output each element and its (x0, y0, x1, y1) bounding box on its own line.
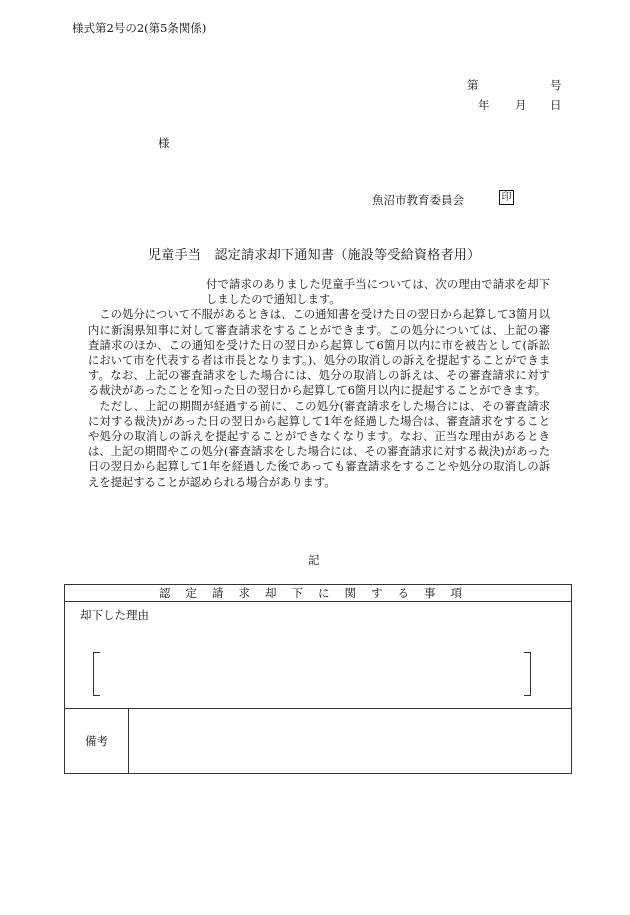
notice-paragraph: 付で請求のありました児童手当については、次の理由で請求を却下しましたので通知します。 (206, 278, 550, 307)
date-month: 月 (515, 98, 527, 112)
rejection-record-table (64, 584, 572, 774)
notice-paragraph: ただし、上記の期間が経過する前に、この処分(審査請求をした場合には、その審査請求に対する裁決)があった日の翌日から起算して1年を経過した場合は、審査請求をすることや処分の取消しの訴えを提起することができなくなります。なお、正当な理由があるときは、上記の期間やこの処分(審査請求をした場合には、その審査請求に対する裁決)があった日の翌日から起算して1年を経過した後であっても審査請求をすることや処分の取消しの訴えを提起することが認められる場合があります。 (88, 399, 550, 489)
document-number-suffix: 号 (550, 78, 562, 92)
addressee-suffix: 様 (158, 136, 170, 150)
document-number-prefix: 第 (467, 78, 479, 92)
remarks-field[interactable] (129, 709, 572, 774)
notice-body (88, 277, 550, 490)
rejection-reason-cell[interactable] (65, 602, 572, 709)
date-year: 年 (478, 98, 490, 112)
ki-heading: 記 (308, 553, 320, 567)
issuer-name: 魚沼市教育委員会 (372, 193, 464, 207)
rejection-reason-label: 却下した理由 (80, 608, 149, 622)
table-header: 認定請求却下に関する事項 (65, 585, 572, 602)
document-title: 児童手当 認定請求却下通知書（施設等受給資格者用） (148, 248, 481, 263)
remarks-label: 備考 (65, 709, 129, 774)
date-day: 日 (550, 98, 562, 112)
form-number: 様式第2号の2(第5条関係) (72, 21, 207, 35)
notice-paragraph: この処分について不服があるときは、この通知書を受けた日の翌日から起算して3箇月以内に新潟県知事に対して審査請求をすることができます。この処分については、上記の審査請求のほか、この通知を受けた日の翌日から起算して6箇月以内に市を被告として(訴訟において市を代表する者は市長となります。)、処分の取消しの訴えを提起することができます。なお、上記の審査請求をした場合には、処分の取消しの訴えは、その審査請求に対する裁決があったことを知った日の翌日から起算して6箇月以内に提起することができます。 (88, 308, 550, 398)
left-bracket-icon (93, 652, 100, 696)
seal-mark: 印 (499, 190, 514, 205)
right-bracket-icon (524, 652, 531, 696)
